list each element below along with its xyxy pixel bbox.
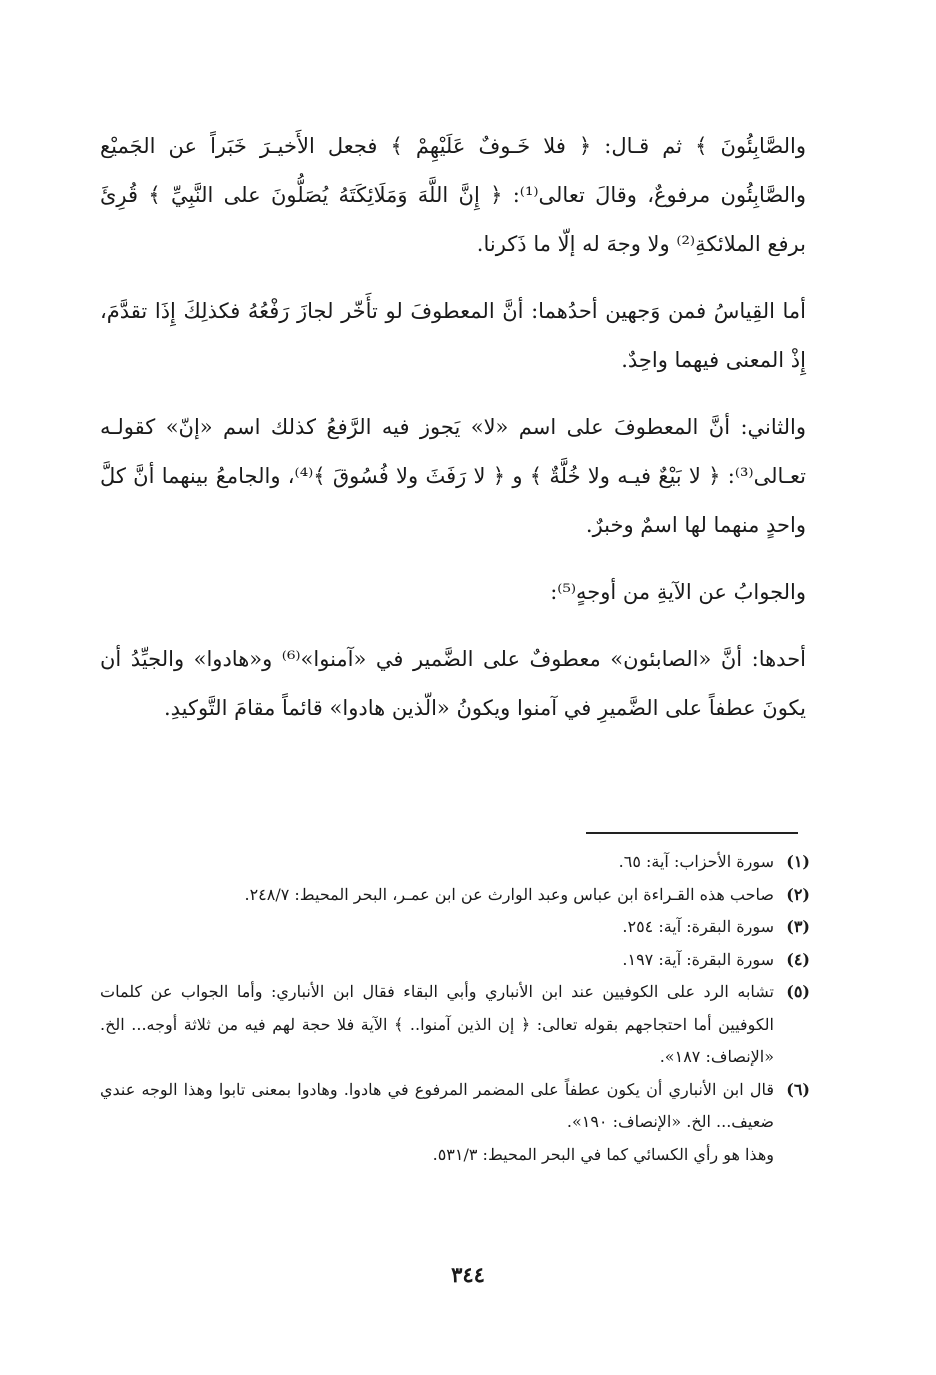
paragraph: والجوابُ عن الآيةِ من أوجهٍ⁽⁵⁾:	[550, 580, 806, 604]
footnote	[100, 1074, 810, 1139]
paragraph: أحدها: أنَّ «الصابئون» معطوفٌ على الضَّمير في «آمنوا»⁽⁶⁾ و«هادوا» والجيِّدُ أن يكونَ عطفاً على الضَّميرِ في آمنوا ويكونُ «الّذين هادوا» قائماً مقامَ التَّوكيدِ.	[100, 647, 807, 720]
footnote-text: سورة الأحزاب: آية: ٦٥.	[618, 852, 774, 871]
paragraph: والصَّابِئُونَ ﴾ ثم قـال: ﴿ فلا خَـوفٌ عَلَيْهِمْ ﴾ فجعل الأَخيـرَ خَبَراً عن الجَميْع والصَّابِئُون مرفوعٌ، وقالَ تعالى⁽¹⁾: ﴿ إِنَّ اللَّهَ وَمَلَائِكَتَهُ يُصَلُّونَ على النَّبِيِّ ﴾ قُرِئَ برفع الملائكةِ⁽²⁾ ولا وجهَ له إلّا ما ذَكرنا.	[100, 134, 806, 256]
main-text	[100, 122, 806, 751]
paragraph: والثاني: أنَّ المعطوفَ على اسم «لا» يَجوز فيه الرَّفعُ كذلك اسم «إنّ» كقولـه تعـالى⁽³⁾: ﴿ لا بَيْعٌ فيـه ولا خُلَّةٌ ﴾ و ﴿ لا رَفَثَ ولا فُسُوقَ ﴾⁽⁴⁾، والجامعُ بينهما أنَّ كلَّ واحدٍ منهما لها اسمٌ وخبرٌ.	[100, 415, 806, 537]
footnote-text: سورة البقرة: آية: ٢٥٤.	[622, 917, 774, 936]
footnote-number: (١)	[786, 852, 810, 871]
footnote-continuation: وهذا هو رأي الكسائي كما في البحر المحيط: ٥٣١/٣.	[432, 1144, 774, 1164]
footnote-text: قال ابن الأنباري أن يكون عطفاً على المضمر المرفوع في هادوا. وهادوا بمعنى تابوا وهذا الوجه عندي ضعيف... الخ. «الإنصاف: ١٩٠».	[100, 1079, 774, 1131]
footnote	[100, 911, 810, 944]
footnote	[100, 846, 810, 879]
footnote	[100, 976, 810, 1074]
footnote-divider	[586, 832, 798, 834]
footnote-text: صاحب هذه القـراءة ابن عباس وعبد الوارث عن ابن عمـر، البحر المحيط: ٢٤٨/٧.	[244, 884, 774, 904]
footnote-number: (٦)	[786, 1079, 810, 1099]
footnote-text: سورة البقرة: آية: ١٩٧.	[622, 949, 774, 969]
footnote	[100, 879, 810, 912]
paragraph: أما القِياسُ فمن وَجهين أحدُهما: أنَّ المعطوفَ لو تأَخّر لجازَ رَفْعُهُ فكذلِكَ إِذَا تقدَّمَ، إِذْ المعنى فيهما واحِدٌ.	[100, 299, 806, 372]
footnote-number: (٢)	[786, 884, 810, 904]
footnote-number: (٥)	[786, 982, 810, 1001]
footnotes	[100, 846, 810, 1171]
footnote-number: (٣)	[786, 917, 810, 936]
page-number: ٣٤٤	[451, 1262, 485, 1287]
footnote-number: (٤)	[786, 949, 810, 969]
footnote	[100, 944, 810, 977]
footnote-text: تشابه الرد على الكوفيين عند ابن الأنباري وأبي البقاء فقال ابن الأنباري: وأما الجواب عن كلمات الكوفيين أما احتجاجهم بقوله تعالى: ﴿ إن الذين آمنوا.. ﴾ الآية فلا حجة لهم فيه من ثلاثة أوجه... الخ. «الإنصاف: ١٨٧».	[100, 982, 775, 1066]
